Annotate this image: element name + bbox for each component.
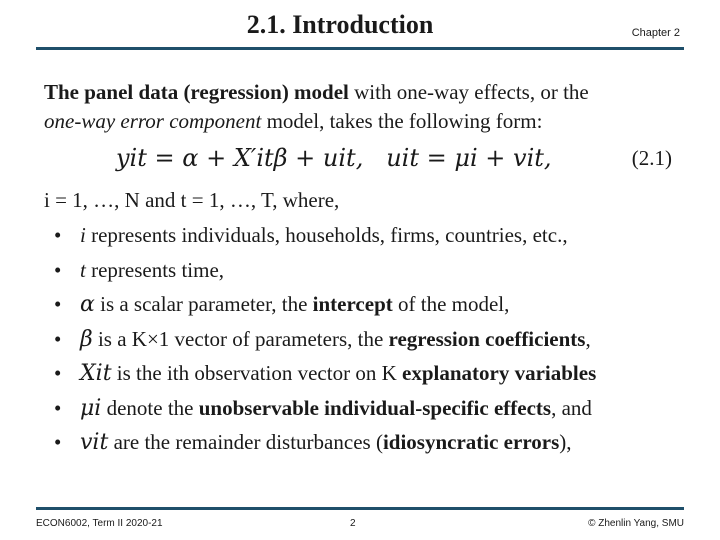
list-item <box>44 428 684 457</box>
symbol: α <box>80 292 95 317</box>
slide-title: 2.1. Introduction <box>246 10 434 39</box>
intro-italic: one-way error component <box>44 109 262 133</box>
equation-left: yit = α + X′itβ + uit, <box>116 144 364 172</box>
item-post: , and <box>551 395 592 420</box>
footer-rule <box>36 507 684 510</box>
definition-list <box>44 221 684 457</box>
bullet-icon: • <box>54 430 62 454</box>
slide-content <box>44 78 684 463</box>
symbol: β <box>80 326 93 352</box>
item-post: , <box>585 326 591 351</box>
symbol: vit <box>80 430 109 455</box>
list-item <box>44 221 684 250</box>
index-text: i = 1, …, N and t = 1, …, T, where, <box>44 188 340 212</box>
chapter-label: Chapter 2 <box>631 27 680 39</box>
item-pre: are the remainder disturbances ( <box>108 430 383 454</box>
header-rule <box>36 47 684 50</box>
bullet-icon: • <box>54 223 62 247</box>
item-pre: is a scalar parameter, the <box>94 292 313 316</box>
list-item <box>44 325 684 354</box>
bullet-icon: • <box>54 292 62 316</box>
symbol: Xit <box>80 361 112 386</box>
item-text: represents individuals, households, firms, countries, etc., <box>85 223 568 247</box>
bullet-icon: • <box>54 326 62 351</box>
intro-rest-2: model, takes the following form: <box>261 109 543 133</box>
list-item <box>44 256 684 285</box>
index-line <box>44 186 684 215</box>
bullet-icon: • <box>54 361 62 385</box>
footer-copyright: © Zhenlin Yang, SMU <box>588 518 684 529</box>
equation-2-1 <box>44 142 684 182</box>
symbol: μi <box>80 395 102 421</box>
item-bold: intercept <box>312 292 393 316</box>
item-bold: explanatory variables <box>402 361 597 385</box>
equation-text <box>116 144 552 173</box>
intro-rest-1: with one-way effects, or the <box>348 80 589 104</box>
symbol: i <box>80 223 86 247</box>
list-item <box>44 394 684 423</box>
equation-right: uit = μi + vit, <box>386 144 552 172</box>
intro-bold: The panel data (regression) model <box>44 80 349 104</box>
equation-number: (2.1) <box>631 146 672 170</box>
item-pre: denote the <box>101 395 199 420</box>
item-bold: regression coefficients <box>388 326 586 351</box>
list-item <box>44 359 684 388</box>
intro-line-2 <box>44 107 684 136</box>
item-pre: is a K×1 vector of parameters, the <box>92 326 389 351</box>
footer-page-number: 2 <box>350 518 356 529</box>
item-bold: idiosyncratic errors <box>382 430 560 454</box>
bullet-icon: • <box>54 395 62 420</box>
item-pre: is the ith observation vector on K <box>111 361 402 385</box>
item-post: of the model, <box>392 292 510 316</box>
symbol: t <box>80 257 86 282</box>
item-text: represents time, <box>85 257 225 282</box>
item-bold: unobservable individual-specific effects <box>198 395 552 420</box>
bullet-icon: • <box>54 257 62 282</box>
list-item <box>44 290 684 319</box>
intro-line-1 <box>44 78 684 107</box>
item-post: ), <box>559 430 572 454</box>
footer-course: ECON6002, Term II 2020-21 <box>36 518 163 529</box>
